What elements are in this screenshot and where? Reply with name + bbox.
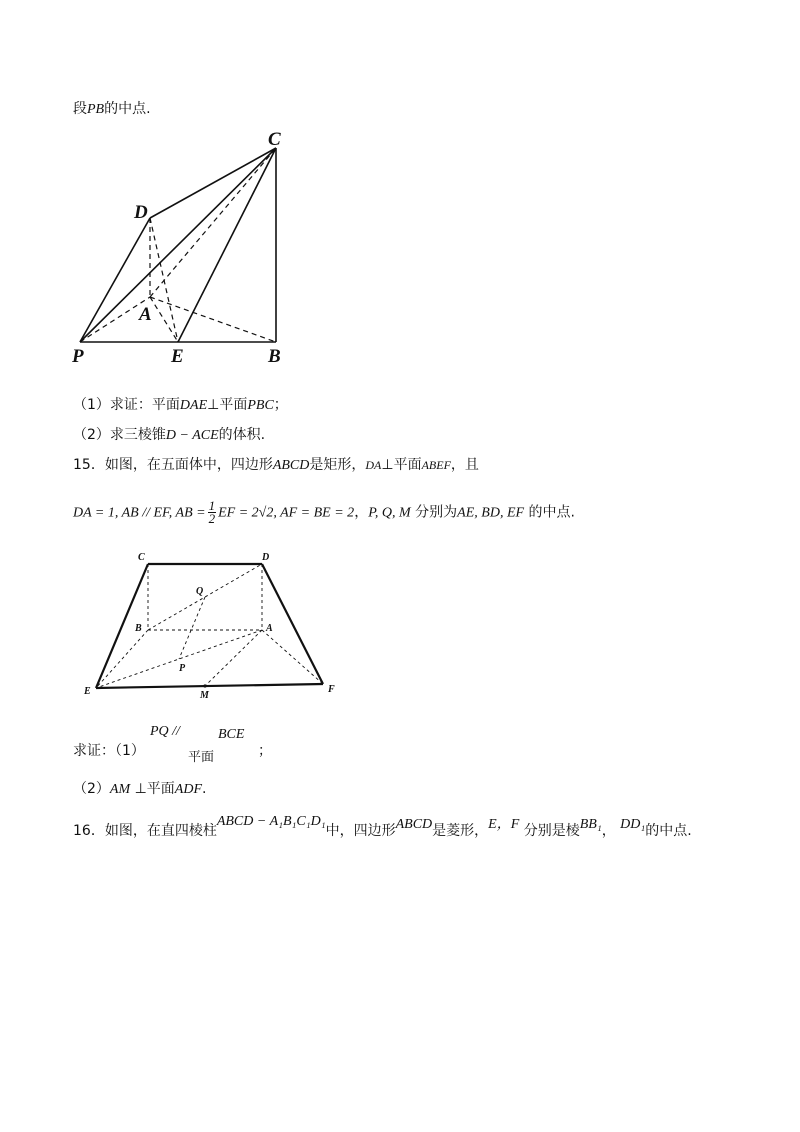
label-E: E bbox=[171, 346, 184, 367]
edge-AB bbox=[150, 297, 276, 342]
fraction-one-half: $\frac{1}{2}$ bbox=[208, 498, 216, 526]
label-M: M bbox=[200, 690, 209, 701]
label-A: A bbox=[266, 623, 273, 634]
label-F: F bbox=[328, 684, 335, 695]
q14-part1: （1）求证：平面DAE⊥平面PBC； bbox=[73, 397, 288, 413]
q15-proof1-target: BCE bbox=[218, 727, 245, 742]
q15-proof1-end: ； bbox=[258, 743, 272, 759]
q14-part2: （2）求三棱锥D − ACE的体积. bbox=[73, 427, 266, 443]
label-P: P bbox=[72, 346, 84, 367]
top-line: 段PB的中点. bbox=[73, 101, 151, 117]
edge-AE bbox=[150, 297, 178, 342]
label-B: B bbox=[268, 346, 281, 367]
segment-PQ bbox=[179, 597, 205, 659]
edge-DC bbox=[150, 148, 276, 218]
label-D: D bbox=[134, 202, 148, 223]
label-C: C bbox=[138, 552, 145, 563]
label-P: P bbox=[179, 663, 186, 674]
label-A: A bbox=[139, 304, 152, 325]
label-Q: Q bbox=[196, 586, 204, 597]
edge-PC bbox=[80, 148, 276, 342]
edge-EC bbox=[178, 148, 276, 342]
q15-conditions: DA = 1, AB // EF, AB = $\frac{1}{2}$ EF = 2√2, AF = BE = 2，P, Q, M 分别为AE, BD, EF 的中点. bbox=[73, 498, 575, 526]
label-C: C bbox=[268, 129, 281, 150]
label-B: B bbox=[135, 623, 142, 634]
figure-15-pentahedron bbox=[80, 545, 345, 705]
q15-proof2: （2）AM ⊥平面ADF. bbox=[73, 781, 207, 797]
point-M bbox=[203, 684, 206, 687]
edge-BE bbox=[96, 630, 148, 688]
edge-AF bbox=[262, 630, 323, 684]
edge-AM bbox=[205, 630, 262, 686]
q16-statement: 16．如图，在直四棱柱ABCD − A₁B₁C₁D₁中，四边形ABCD是菱形，E，F 分别是棱BB₁， DD₁的中点. bbox=[73, 814, 692, 839]
q15-proof1-plane: 平面 bbox=[188, 750, 215, 765]
edge-EF bbox=[96, 684, 323, 688]
label-D: D bbox=[262, 552, 270, 563]
edge-AC bbox=[150, 148, 276, 297]
q15-proof1-line: PQ // bbox=[150, 724, 180, 739]
q15-proof1-label: 求证：（1） bbox=[73, 743, 145, 759]
q15-statement: 15．如图，在五面体中，四边形ABCD是矩形，DA⊥平面ABEF，且 bbox=[73, 457, 479, 473]
figure-14-pyramid bbox=[70, 125, 300, 370]
label-E: E bbox=[84, 686, 91, 697]
